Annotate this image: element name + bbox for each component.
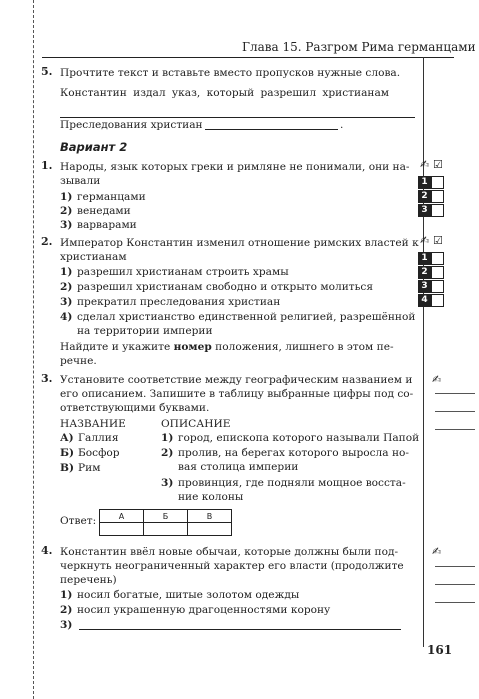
- desc-text: ние колоны: [178, 491, 244, 503]
- option-text[interactable]: разрешил христианам свободно и открыто молиться: [77, 281, 374, 293]
- answer-box[interactable]: [431, 204, 444, 217]
- desc-number: 1): [161, 432, 174, 444]
- question-number: 4.: [41, 544, 53, 557]
- checkbox-icon: ☑: [433, 158, 443, 171]
- answer-table-header: А: [100, 510, 144, 523]
- name-letter: А): [60, 432, 74, 444]
- question-number: 2.: [41, 235, 53, 248]
- chapter-title: Глава 15. Разгром Рима германцами: [242, 40, 476, 54]
- question-text: Константин издал указ, который разрешил христианам: [60, 87, 390, 99]
- question-text: Прочтите текст и вставьте вместо пропусков нужные слова.: [60, 67, 401, 79]
- question-text: Установите соответствие между географическим названием и: [60, 374, 413, 386]
- header-rule: [42, 57, 454, 58]
- option-text: на территории империи: [77, 325, 213, 337]
- question-text: ответствующими буквами.: [60, 402, 210, 414]
- option-text: носил украшенную драгоценностями корону: [77, 604, 331, 616]
- answer-box[interactable]: [431, 190, 444, 203]
- option-text[interactable]: прекратил преследования христиан: [77, 296, 281, 308]
- answer-label: Ответ:: [60, 515, 97, 527]
- answer-box-label: 1: [418, 252, 431, 265]
- desc-text: провинция, где подняли мощное восста-: [178, 477, 406, 489]
- answer-box-label: 3: [418, 204, 431, 217]
- column-header-name: НАЗВАНИЕ: [60, 418, 126, 430]
- margin-answer-line[interactable]: [435, 411, 475, 412]
- answer-cell[interactable]: [188, 523, 232, 536]
- option-number: 2): [60, 604, 73, 616]
- option-number: 4): [60, 311, 73, 323]
- desc-number: 3): [161, 477, 174, 489]
- question-text: черкнуть неограниченный характер его власти (продолжите: [60, 560, 404, 572]
- margin-answer-line[interactable]: [435, 429, 475, 430]
- question-number: 3.: [41, 372, 53, 385]
- question-number: 1.: [41, 159, 53, 172]
- task-text: [60, 340, 394, 354]
- option-number: 3): [60, 296, 73, 308]
- task-text: речне.: [60, 355, 97, 367]
- page-number: 161: [427, 643, 453, 657]
- margin-answer-line[interactable]: [435, 602, 475, 603]
- margin-answer-line[interactable]: [435, 393, 475, 394]
- option-text[interactable]: сделал христианство единственной религией, разрешённой: [77, 311, 416, 323]
- option-text[interactable]: разрешил христианам строить храмы: [77, 266, 289, 278]
- cut-line: [33, 0, 34, 699]
- answer-cell[interactable]: [144, 523, 188, 536]
- name-text: Босфор: [78, 447, 120, 459]
- answer-table-header: В: [188, 510, 232, 523]
- question-text: перечень): [60, 574, 117, 586]
- question-text: Константин ввёл новые обычаи, которые должны были под-: [60, 546, 399, 558]
- answer-box-label: 2: [418, 190, 431, 203]
- column-header-desc: ОПИСАНИЕ: [161, 418, 231, 430]
- option-text[interactable]: венедами: [77, 205, 131, 217]
- question-text: его описанием. Запишите в таблицу выбранные цифры под со-: [60, 388, 414, 400]
- task-emphasis: номер: [173, 341, 212, 353]
- option-number: 2): [60, 205, 73, 217]
- answer-box-label: 2: [418, 266, 431, 279]
- task-text-part: Найдите и укажите: [60, 341, 171, 353]
- task-text-part: положения, лишнего в этом пе-: [215, 341, 394, 353]
- pen-icon: ✍: [432, 545, 442, 558]
- answer-table-header: Б: [144, 510, 188, 523]
- option-number: 3): [60, 619, 73, 631]
- option-number: 1): [60, 589, 73, 601]
- answer-line[interactable]: [79, 629, 401, 630]
- question-text: христианам: [60, 251, 127, 263]
- checkbox-icon: ☑: [433, 234, 443, 247]
- option-number: 1): [60, 266, 73, 278]
- margin-answer-line[interactable]: [435, 566, 475, 567]
- margin-answer-line[interactable]: [435, 584, 475, 585]
- option-text[interactable]: варварами: [77, 219, 137, 231]
- period: .: [340, 119, 344, 131]
- question-text: Преследования христиан: [60, 119, 203, 131]
- answer-box[interactable]: [431, 252, 444, 265]
- question-number: 5.: [41, 65, 53, 78]
- option-number: 2): [60, 281, 73, 293]
- desc-text: пролив, на берегах которого выросла но-: [178, 447, 409, 459]
- question-text: зывали: [60, 175, 101, 187]
- answer-box[interactable]: [431, 176, 444, 189]
- answer-box-label: 3: [418, 280, 431, 293]
- pen-icon: ✍: [420, 234, 430, 247]
- answer-table: [99, 509, 232, 536]
- name-letter: В): [60, 462, 74, 474]
- name-letter: Б): [60, 447, 75, 459]
- option-number: 1): [60, 191, 73, 203]
- desc-text: вая столица империи: [178, 461, 299, 473]
- pen-icon: ✍: [420, 158, 430, 171]
- question-text: Император Константин изменил отношение римских властей к: [60, 237, 419, 249]
- answer-line[interactable]: [205, 129, 338, 130]
- name-text: Галлия: [78, 432, 119, 444]
- answer-box-label: 1: [418, 176, 431, 189]
- name-text: Рим: [78, 462, 101, 474]
- option-text[interactable]: германцами: [77, 191, 146, 203]
- question-text: Народы, язык которых греки и римляне не понимали, они на-: [60, 161, 410, 173]
- option-number: 3): [60, 219, 73, 231]
- desc-text: город, епископа которого называли Папой: [178, 432, 420, 444]
- answer-box-label: 4: [418, 294, 431, 307]
- answer-box[interactable]: [431, 294, 444, 307]
- answer-box[interactable]: [431, 266, 444, 279]
- desc-number: 2): [161, 447, 174, 459]
- margin-line: [423, 57, 424, 647]
- answer-cell[interactable]: [100, 523, 144, 536]
- answer-box[interactable]: [431, 280, 444, 293]
- variant-title: Вариант 2: [60, 140, 128, 154]
- pen-icon: ✍: [432, 373, 442, 386]
- option-text: носил богатые, шитые золотом одежды: [77, 589, 300, 601]
